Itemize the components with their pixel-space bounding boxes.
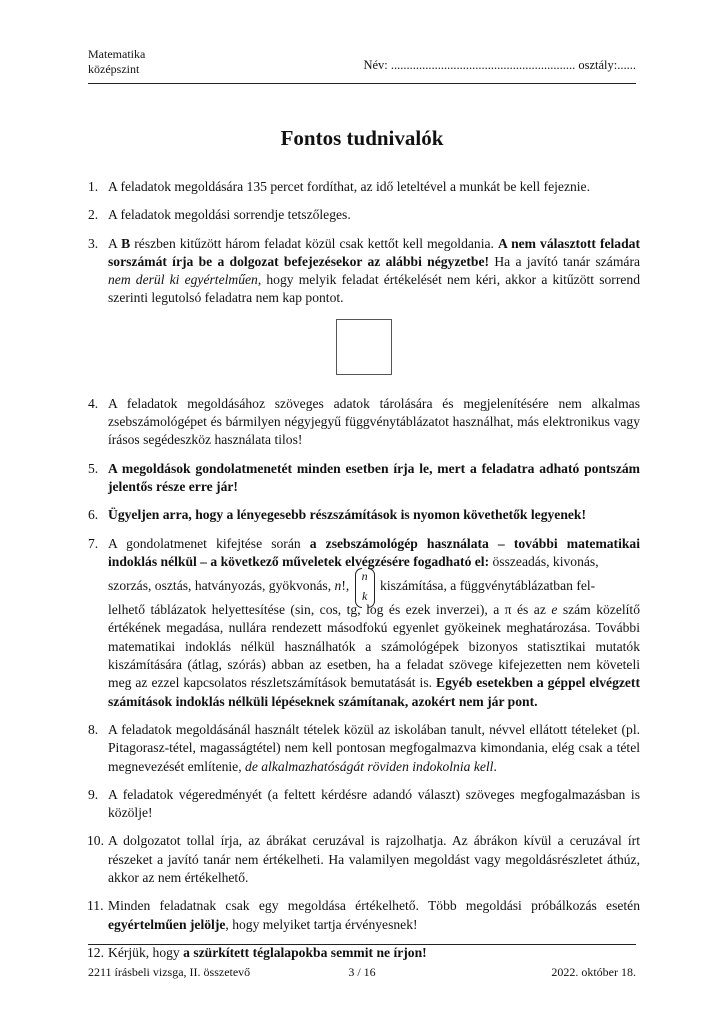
item-text: A feladatok megoldásánál használt tételek közül az iskolában tanult, névvel ellátott tételeket (pl. Pitagorasz-tétel, magasságtétel) nem kell pontosan megfogalmazva kimondania, elég csak a tétel megnevezését említenie, bbox=[108, 721, 640, 774]
item-text: szorzás, osztás, hatványozás, gyökvonás, bbox=[108, 578, 335, 594]
item-text-italic: de alkalmazhatóságát röviden indokolnia kell bbox=[245, 758, 494, 774]
list-item-6 bbox=[88, 506, 640, 524]
factorial-n: n bbox=[334, 578, 342, 594]
item-number: 4. bbox=[88, 395, 99, 411]
item-text: összeadás, kivonás, bbox=[489, 553, 599, 569]
item-number: 10. bbox=[87, 833, 104, 849]
header-subject-block bbox=[88, 47, 145, 77]
list-item-10 bbox=[88, 832, 640, 887]
item-text-bold: egyértelműen jelölje bbox=[108, 916, 226, 932]
item-text: A bbox=[108, 235, 122, 251]
list-item-8 bbox=[88, 721, 640, 776]
item-number: 3. bbox=[88, 235, 99, 251]
list-item-1 bbox=[88, 178, 640, 196]
item-text-bold: Ügyeljen arra, hogy a lényegesebb részszámítások is nyomon követhetők legyenek! bbox=[108, 507, 587, 523]
right-paren bbox=[368, 568, 375, 608]
header-subject: Matematika bbox=[88, 47, 146, 61]
item-text-bold: a szürkített téglalapokba semmit ne írjon! bbox=[183, 944, 427, 960]
footer-exam-id: 2211 írásbeli vizsga, II. összetevő bbox=[88, 965, 251, 979]
item-text-bold: B bbox=[121, 235, 131, 251]
list-item-9 bbox=[88, 786, 640, 823]
header-level: középszint bbox=[88, 62, 140, 76]
item-text-italic: e bbox=[551, 602, 558, 618]
footer-date: 2022. október 18. bbox=[551, 965, 636, 979]
item-text: !, bbox=[341, 578, 350, 594]
list-item-4 bbox=[88, 395, 640, 450]
page-title: Fontos tudnivalók bbox=[280, 126, 444, 150]
item-text: részben kitűzött három feladat közül csak kettőt kell megoldania. bbox=[130, 235, 498, 251]
item-text: , hogy melyiket tartja érvényesnek! bbox=[225, 916, 418, 932]
item-text: lelhető táblázatok helyettesítése (sin, cos, tg, log és ezek inverzei), a π és az bbox=[108, 602, 552, 618]
list-item-2 bbox=[88, 206, 640, 224]
item-text: A feladatok végeredményét (a feltett kérdésre adandó választ) szöveges megfogalmazásban is közölje! bbox=[108, 786, 640, 821]
list-item-3 bbox=[88, 235, 640, 308]
header-name-class-field: Név: ........................................................... osztály:...... bbox=[363, 58, 636, 72]
binom-k: k bbox=[361, 589, 368, 604]
item-number: 1. bbox=[88, 179, 99, 194]
item-number: 6. bbox=[88, 507, 99, 523]
list-item-7 bbox=[88, 535, 640, 711]
item-text: A gondolatmenet kifejtése során bbox=[108, 535, 310, 551]
list-item-11 bbox=[88, 897, 640, 934]
item-number: 8. bbox=[88, 721, 99, 737]
item-number: 9. bbox=[88, 786, 99, 802]
item-text-italic: nem derül ki egyértelműen bbox=[108, 272, 258, 288]
binom-n: n bbox=[361, 569, 368, 584]
item-text: Minden feladatnak csak egy megoldása értékelhető. Több megoldási próbálkozás esetén bbox=[108, 898, 640, 914]
item-number: 11. bbox=[87, 898, 104, 914]
item-text: A feladatok megoldási sorrendje tetszőleges. bbox=[108, 207, 351, 223]
item-text: szám közelítő értékének megadása, nullára rendezett másodfokú egyenlet gyökeinek meghatározása. További matematikai indoklás nélkül használhatók a számológépek bizonyos statisztikai mutatók kiszámítására (átlag, szórás) abban az esetben, ha a feladat szövege kifejezetten nem követeli meg az ezzel kapcsolatos részletszámítások bemutatását is. bbox=[108, 602, 640, 691]
item-number: 7. bbox=[88, 535, 99, 551]
list-item-12 bbox=[88, 944, 640, 962]
item-text: A dolgozatot tollal írja, az ábrákat ceruzával is rajzolhatja. Az ábrákon kívül a ceruzával írt részeket a javító tanár nem értékelheti. Ha valamilyen megoldást vagy megoldásrészletet áthúz, akkor az nem értékelhető. bbox=[108, 833, 640, 886]
instructions-list bbox=[88, 178, 640, 972]
item-text-bold: A nem választott feladat sorszámát írja be a dolgozat befejezésekor az alábbi négyzetbe! bbox=[108, 235, 640, 269]
item-number: 2. bbox=[88, 207, 99, 223]
item-text: A feladatok megoldására 135 percet fordíthat, az idő leteltével a munkát be kell fejeznie. bbox=[108, 179, 590, 194]
item-number: 12. bbox=[87, 944, 104, 960]
item-text-bold: Egyéb esetekben a géppel elvégzett számítások indoklás nélküli lépéseknek számítanak, azokért nem jár pont. bbox=[108, 675, 640, 709]
item-text: . bbox=[493, 758, 497, 774]
binomial-coefficient bbox=[355, 568, 375, 606]
item-text: kiszámítása, a függvénytáblázatban fel- bbox=[376, 578, 596, 594]
page-header bbox=[88, 47, 636, 84]
footer-page-number: 3 / 16 bbox=[348, 965, 376, 979]
item-text: , hogy melyik feladat értékelését nem kéri, akkor a kitűzött sorrend szerinti legutolsó feladatra nem kap pontot. bbox=[108, 272, 640, 306]
binomial-line bbox=[108, 565, 640, 607]
item-text: A feladatok megoldásához szöveges adatok tárolására és megjelenítésére nem alkalmas zsebszámológépet és bármilyen négyjegyű függvénytáblázatot használhat, más elektronikus vagy írásos segédeszköz használata tilos! bbox=[108, 395, 640, 448]
list-item-5 bbox=[88, 460, 640, 497]
item-text-bold: a zsebszámológép használata – további matematikai indoklás nélkül – a következő műveletek elvégzésére fogadható el: bbox=[108, 535, 640, 569]
item-text: Ha a javító tanár számára bbox=[489, 253, 641, 269]
item-number: 5. bbox=[88, 460, 99, 476]
item-text: Kérjük, hogy bbox=[108, 944, 184, 960]
item-text-bold: A megoldások gondolatmenetét minden esetben írja le, mert a feladatra adható pontszám jelentős része erre jár! bbox=[108, 460, 640, 494]
unselected-task-box[interactable] bbox=[336, 319, 392, 375]
